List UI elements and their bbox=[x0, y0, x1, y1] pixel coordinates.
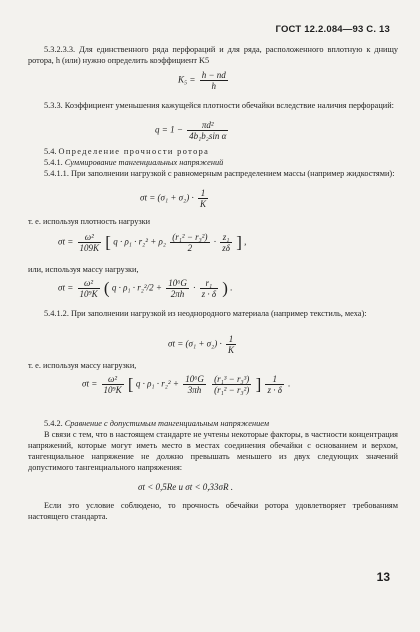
formula-sigma-5-frac3-num: 1 bbox=[265, 374, 283, 385]
formula-sigma-2-lhs: σt = bbox=[58, 236, 74, 247]
section-5-4-2-heading bbox=[28, 418, 398, 429]
paragraph-5-3-3: 5.3.3. Коэффициент уменьшения кажущейся плотности обечайки вследствие наличия перфораций: bbox=[44, 101, 394, 110]
formula-sigma-3-coef bbox=[78, 278, 100, 299]
formula-sigma-5-frac3 bbox=[265, 374, 283, 395]
formula-sigma-3-frac1-num: 10⁶G bbox=[168, 278, 187, 288]
formula-sigma-3-frac2 bbox=[200, 278, 218, 299]
formula-sigma-1 bbox=[140, 188, 210, 209]
formula-sigma-3-frac1-den: 2πh bbox=[170, 289, 185, 299]
formula-sigma-4-lhs: σt = (σ₁ + σ₂) · bbox=[168, 338, 222, 349]
formula-sigma-2-coef-num: ω² bbox=[78, 232, 102, 243]
formula-q-denominator: 4b₁b₂sin α bbox=[189, 131, 227, 141]
paragraph-5-3-2-3-3: 5.3.2.3.3. Для единственного ряда перфораций и для ряда, расположенного вплотную к днищу ротора, h (или) нужно определить коэффициент K5 bbox=[28, 45, 398, 65]
section-5-4-title: Определение прочности ротора bbox=[58, 147, 210, 156]
formula-sigma-5-lhs: σt = bbox=[82, 378, 98, 389]
paragraph-5-4-2: В связи с тем, что в настоящем стандарте не учтены некоторые факторы, в частности концентрация напряжений, которые могут иметь место в местах соединения обечайки с основанием и верхом, тангенциальное напряжение не должно превышать меньшего из двух следующих значений допустимого тангенциального напряжения: bbox=[28, 430, 398, 472]
formula-k5-fraction bbox=[200, 70, 228, 91]
paragraph-mass-2: т. е. используя массу нагрузки, bbox=[28, 361, 137, 370]
formula-k5 bbox=[178, 70, 230, 91]
formula-sigma-2-frac2-num: z₁ bbox=[220, 232, 232, 243]
section-5-4-1-number: 5.4.1. bbox=[44, 158, 63, 167]
formula-sigma-5-frac2-den: (r₁² − r₃²) bbox=[214, 385, 250, 395]
formula-sigma-5-frac2 bbox=[212, 374, 251, 395]
formula-sigma-3-body: q · ρ₁ · r₂²/2 + bbox=[111, 282, 162, 293]
formula-sigma-3-frac2-num: r₁ bbox=[200, 278, 218, 289]
formula-sigma-3: σt = $\frac{\text{ω²}}{\text{10⁹K}}$ ( q · ρ₁ · r₂²/2 + $\frac{\text{10⁶G}}{2\pi h}$ · $\frac{\text{r₁}}{z \cdot \delta}$ ) . bbox=[58, 278, 233, 299]
formula-sigma-2-coef bbox=[78, 232, 102, 253]
formula-sigma-5-frac1-num: 10⁶G bbox=[185, 374, 204, 384]
formula-sigma-1-lhs: σt = (σ₁ + σ₂) · bbox=[140, 192, 194, 203]
formula-k5-lhs: K₅ = bbox=[178, 74, 196, 85]
formula-sigma-4-numerator: 1 bbox=[226, 334, 236, 345]
formula-sigma-3-coef-den: 10⁹K bbox=[79, 289, 98, 299]
formula-q bbox=[155, 120, 230, 141]
formula-sigma-2-frac1-num: (r₁² − r₃²) bbox=[172, 232, 208, 242]
formula-sigma-5-coef bbox=[102, 374, 124, 395]
section-5-4-heading bbox=[28, 146, 398, 157]
formula-sigma-2-frac2 bbox=[220, 232, 232, 253]
formula-sigma-5-frac3-den: z · δ bbox=[267, 385, 282, 395]
formula-sigma-2-frac2-den: zδ bbox=[222, 243, 230, 253]
paragraph-density: т. е. используя плотность нагрузки bbox=[28, 217, 151, 226]
formula-sigma-5-frac1-den: 3πh bbox=[187, 385, 202, 395]
formula-sigma-4-fraction bbox=[226, 334, 236, 355]
paragraph-mass-1: или, используя массу нагрузки, bbox=[28, 265, 139, 274]
formula-sigma-4 bbox=[168, 334, 238, 355]
formula-q-numerator: πd² bbox=[187, 120, 228, 131]
formula-sigma-5-frac1 bbox=[183, 374, 206, 395]
formula-sigma-5-frac2-num: (r₁³ − r₃³) bbox=[214, 374, 250, 384]
formula-sigma-1-numerator: 1 bbox=[198, 188, 208, 199]
formula-k5-numerator: h − nd bbox=[201, 70, 226, 80]
section-5-4-2-title: Сравнение с допустимым тангенциальным напряжением bbox=[64, 419, 270, 428]
section-5-4-number: 5.4. bbox=[44, 147, 57, 156]
formula-sigma-2: σt = $\frac{\text{ω²}}{109K}$ [ q · ρ₁ · r₂² + ρ₂ $\frac{\text{(r₁² − r₃²)}}{2}$ · $\frac{\text{z₁}}{z\delta}$ ] , bbox=[58, 232, 247, 253]
formula-sigma-5: σt = $\frac{\text{ω²}}{\text{10⁹K}}$ [ q · ρ₁ · r₂² + $\frac{\text{10⁶G}}{3\pi h}$ $\frac{\text{(r₁³ − r₃³)}}{\text{(r₁² − r₃²)}}$ ] $\frac{1}{z \cdot \delta}$ . bbox=[82, 374, 291, 395]
section-5-4-2-number: 5.4.2. bbox=[44, 419, 63, 428]
formula-sigma-5-coef-den: 10⁹K bbox=[103, 385, 122, 395]
paragraph-final: Если это условие соблюдено, то прочность обечайки ротора удовлетворяет требованиям настоящего стандарта. bbox=[28, 501, 398, 521]
page-header: ГОСТ 12.2.084—93 С. 13 bbox=[275, 24, 390, 35]
formula-sigma-3-coef-num: ω² bbox=[78, 278, 100, 289]
page-number: 13 bbox=[376, 570, 390, 584]
formula-sigma-5-body: q · ρ₁ · r₂² + bbox=[135, 378, 179, 389]
formula-sigma-3-lhs: σt = bbox=[58, 282, 74, 293]
formula-sigma-3-frac2-den: z · δ bbox=[201, 289, 217, 299]
formula-q-fraction bbox=[187, 120, 228, 141]
formula-sigma-4-denominator: K bbox=[227, 345, 234, 355]
paragraph-5-4-1-1: 5.4.1.1. При заполнении нагрузкой с равномерным распределением массы (например жидкостями): bbox=[44, 169, 395, 178]
formula-q-lhs: q = 1 − bbox=[155, 124, 183, 135]
formula-sigma-1-denominator: K bbox=[199, 199, 206, 209]
formula-k5-denominator: h bbox=[211, 81, 216, 91]
formula-sigma-2-frac1-den: 2 bbox=[187, 243, 193, 253]
formula-condition: σt < 0,5Re и σt < 0,33σR . bbox=[138, 482, 233, 492]
formula-sigma-2-frac1 bbox=[170, 232, 209, 253]
section-5-4-1-heading bbox=[28, 157, 398, 168]
paragraph-5-4-1-2: 5.4.1.2. При заполнении нагрузкой из неоднородного материала (например текстиль, меха): bbox=[44, 309, 367, 318]
formula-sigma-2-coef-den: 109K bbox=[79, 243, 100, 253]
section-5-4-1-title: Суммирование тангенциальных напряжений bbox=[64, 158, 224, 167]
formula-sigma-5-coef-num: ω² bbox=[102, 374, 124, 385]
formula-sigma-2-body: q · ρ₁ · r₂² + ρ₂ bbox=[113, 236, 167, 247]
formula-sigma-3-frac1 bbox=[166, 278, 189, 299]
formula-sigma-1-fraction bbox=[198, 188, 208, 209]
